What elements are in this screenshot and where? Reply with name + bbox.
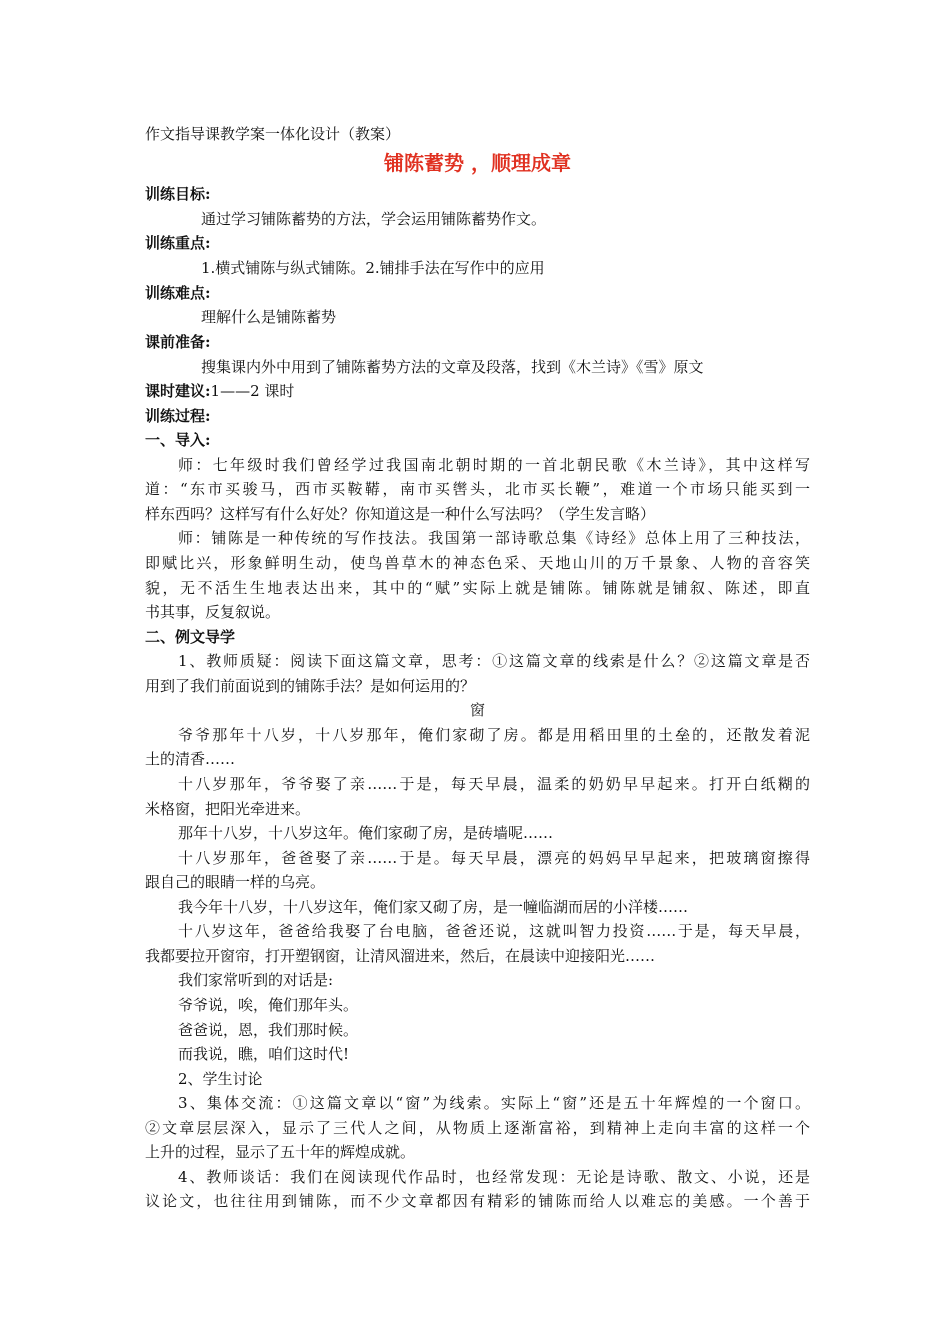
essay-line: 我们家常听到的对话是: <box>178 971 334 989</box>
document-header: 作文指导课教学案一体化设计（教案） <box>145 125 401 143</box>
paragraph-line: 师：七年级时我们曾经学过我国南北朝时期的一首北朝民歌《木兰诗》，其中这样写 <box>178 456 810 474</box>
paragraph-line: 道：“东市买骏马，西市买鞍鞯，南市买辔头，北市买长鞭”，难道一个市场只能买到一 <box>145 480 810 498</box>
paragraph-line: 上升的过程，显示了五十年的辉煌成就。 <box>145 1143 416 1161</box>
time-text: 1——2 课时 <box>210 382 295 400</box>
essay-line: 那年十八岁，十八岁这年。俺们家砌了房，是砖墙呢…… <box>178 824 554 842</box>
paragraph-line: 貌，无不活生生地表达出来，其中的“赋”实际上就是铺陈。铺陈就是铺叙、陈述，即直 <box>145 579 810 597</box>
prep-text: 搜集课内外中用到了铺陈蓄势方法的文章及段落，找到《木兰诗》《雪》原文 <box>201 358 704 376</box>
part2-heading: 二、例文导学 <box>145 628 236 646</box>
goal-label: 训练目标: <box>145 185 211 203</box>
essay-line: 十八岁那年，爷爷娶了亲……于是，每天早晨，温柔的奶奶早早起来。打开白纸糊的 <box>178 775 810 793</box>
time-label: 课时建议: <box>145 382 211 400</box>
part1-heading: 一、导入: <box>145 431 211 449</box>
essay-line: 跟自己的眼睛一样的乌亮。 <box>145 873 326 891</box>
document-title: 铺陈蓄势 ，顺理成章 <box>384 151 571 175</box>
focus-label: 训练重点: <box>145 234 211 252</box>
prep-label: 课前准备: <box>145 333 211 351</box>
paragraph-line: 师：铺陈是一种传统的写作技法。我国第一部诗歌总集《诗经》总体上用了三种技法， <box>178 529 810 547</box>
paragraph-line: 用到了我们前面说到的铺陈手法？是如何运用的？ <box>145 677 476 695</box>
essay-line: 米格窗，把阳光牵进来。 <box>145 800 311 818</box>
paragraph-line: 即赋比兴，形象鲜明生动，使鸟兽草木的神态色采、天地山川的万千景象、人物的音容笑 <box>145 554 810 572</box>
paragraph-line: 1、教师质疑：阅读下面这篇文章，思考：①这篇文章的线索是什么？②这篇文章是否 <box>178 652 810 670</box>
process-label: 训练过程: <box>145 407 211 425</box>
essay-line: 爷爷那年十八岁，十八岁那年，俺们家砌了房。都是用稻田里的土垒的，还散发着泥 <box>178 726 810 744</box>
essay-title: 窗 <box>469 701 485 719</box>
paragraph-line: 样东西吗？这样写有什么好处？你知道这是一种什么写法吗？（学生发言略） <box>145 505 656 523</box>
essay-line: 十八岁那年，爸爸娶了亲……于是。每天早晨，漂亮的妈妈早早起来，把玻璃窗擦得 <box>178 849 810 867</box>
essay-line: 爷爷说，唉，俺们那年头。 <box>178 996 359 1014</box>
essay-line: 而我说，瞧，咱们这时代! <box>178 1045 350 1063</box>
paragraph-line: 4、教师谈话：我们在阅读现代作品时，也经常发现：无论是诗歌、散文、小说，还是 <box>178 1168 810 1186</box>
paragraph-line: 书其事，反复叙说。 <box>145 603 281 621</box>
essay-line: 我今年十八岁，十八岁这年，俺们家又砌了房，是一幢临湖而居的小洋楼…… <box>178 898 689 916</box>
difficulty-label: 训练难点: <box>145 284 211 302</box>
essay-line: 我都要拉开窗帘，打开塑钢窗，让清风溜进来，然后，在晨读中迎接阳光…… <box>145 947 656 965</box>
difficulty-text: 理解什么是铺陈蓄势 <box>201 308 337 326</box>
paragraph-line: ②文章层层深入，显示了三代人之间，从物质上逐渐富裕，到精神上走向丰富的这样一个 <box>145 1119 810 1137</box>
focus-text: 1.横式铺陈与纵式铺陈。2.铺排手法在写作中的应用 <box>201 259 545 277</box>
goal-text: 通过学习铺陈蓄势的方法，学会运用铺陈蓄势作文。 <box>201 210 547 228</box>
essay-line: 十八岁这年，爸爸给我娶了台电脑，爸爸还说，这就叫智力投资……于是，每天早晨， <box>178 922 810 940</box>
essay-line: 土的清香…… <box>145 750 236 768</box>
time-suggestion <box>145 381 810 401</box>
paragraph-line: 议论文，也往往用到铺陈，而不少文章都因有精彩的铺陈而给人以难忘的美感。一个善于 <box>145 1192 810 1210</box>
paragraph-line: 3、集体交流：①这篇文章以“窗”为线索。实际上“窗”还是五十年辉煌的一个窗口。 <box>178 1094 810 1112</box>
essay-line: 爸爸说，恩，我们那时候。 <box>178 1021 359 1039</box>
paragraph-line: 2、学生讨论 <box>178 1070 263 1088</box>
